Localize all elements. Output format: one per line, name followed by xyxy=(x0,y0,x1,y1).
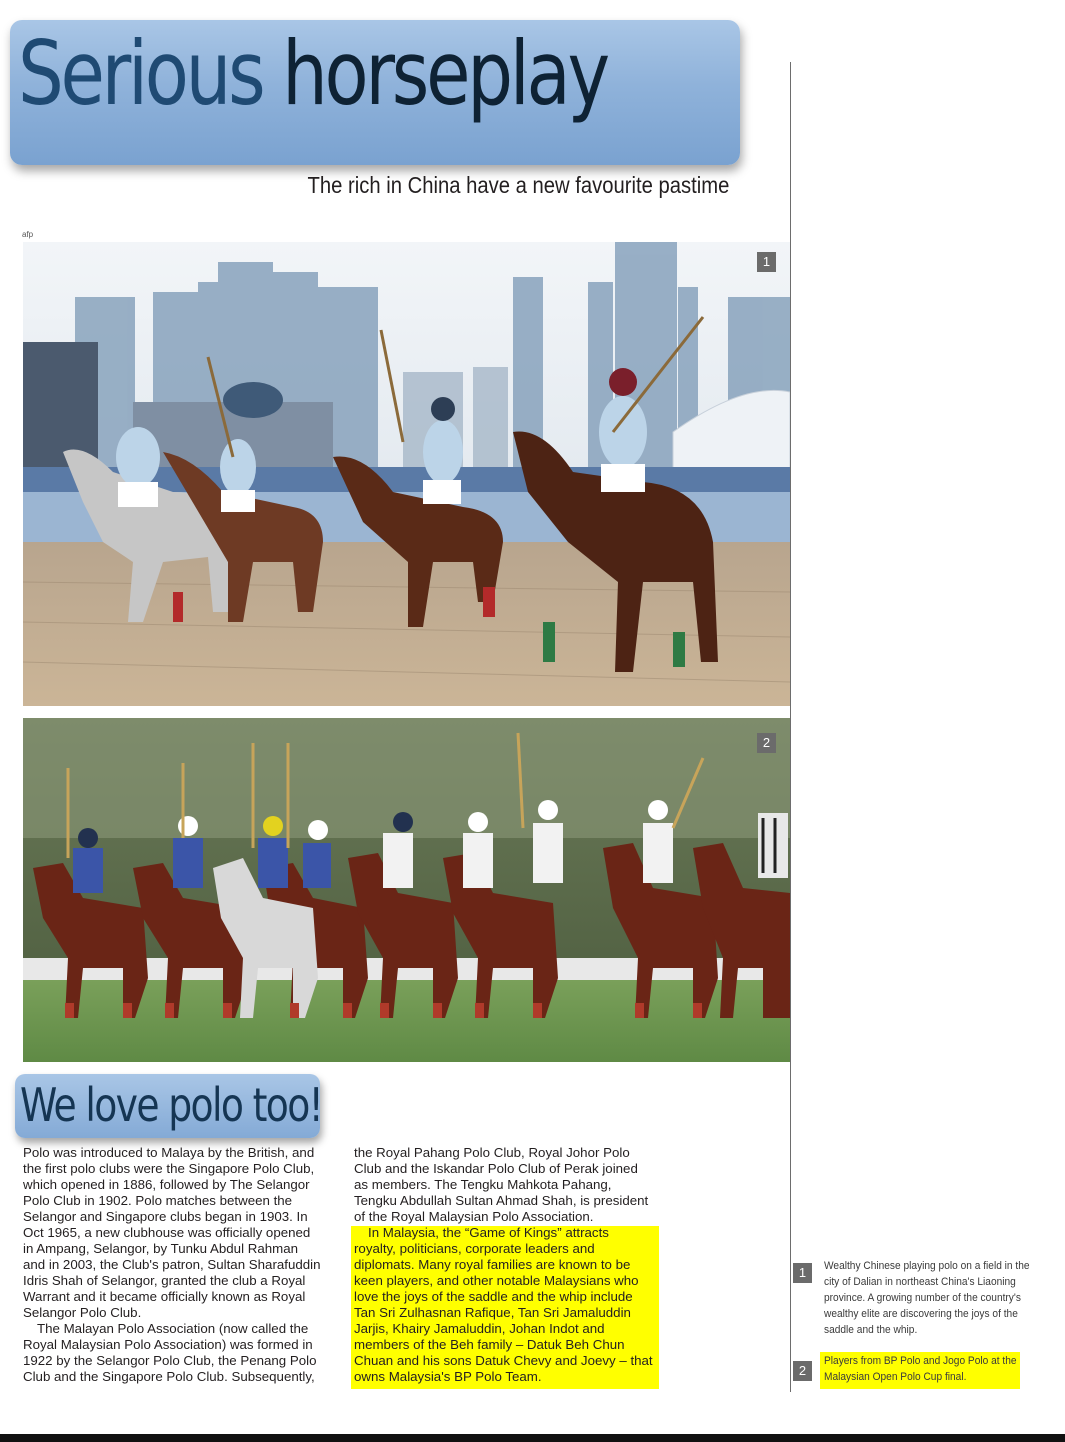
photo-dalian-polo-image xyxy=(23,242,790,706)
photo-malaysian-open-image xyxy=(23,718,790,1062)
caption-number-badge: 1 xyxy=(793,1263,812,1283)
title-light: Serious xyxy=(18,22,283,125)
article-column-1 xyxy=(23,1145,323,1385)
page-title xyxy=(18,22,607,125)
photo-dalian-polo xyxy=(23,242,790,706)
photo-credit: afp xyxy=(22,230,34,239)
photo-number-badge: 2 xyxy=(757,733,776,753)
highlighted-paragraph: In Malaysia, the “Game of Kings” attracts royalty, politicians, corporate leaders and diplomats. Many royal families are known to be keen players, and other notable Malaysians who love the joys of the saddle and the whip include Tan Sri Zulhasnan Rafique, Tan Sri Jamaluddin Jarjis, Khairy Jamaluddin, Johan Indot and members of the Beh family – Datuk Beh Chun Chuan and his sons Datuk Chevy and Joevy – that owns Malaysia's BP Polo Team. xyxy=(354,1225,653,1384)
section-heading: We love polo too! xyxy=(20,1078,323,1132)
photo-malaysian-open xyxy=(23,718,790,1062)
article-paragraph: The Malayan Polo Association (now called the Royal Malaysian Polo Association) was formed in 1922 by the Selangor Polo Club, the Penang Polo Club and the Singapore Polo Club. Subsequently, xyxy=(23,1321,317,1384)
bottom-bar xyxy=(0,1434,1065,1442)
caption-number-badge: 2 xyxy=(793,1361,812,1381)
photo-caption: Wealthy Chinese playing polo on a field in the city of Dalian in northeast China's Liaoning province. A growing number of the country's wealthy elite are discovering the joys of the saddle and the whip. xyxy=(824,1260,1030,1336)
subtitle: The rich in China have a new favourite pastime xyxy=(307,172,729,198)
photo-caption: Players from BP Polo and Jogo Polo at the Malaysian Open Polo Cup final. xyxy=(824,1355,1017,1383)
title-dark: horseplay xyxy=(282,22,607,125)
article-paragraph: the Royal Pahang Polo Club, Royal Johor Polo Club and the Iskandar Polo Club of Perak joined as members. The Tengku Mahkota Pahang, Tengku Abdullah Sultan Ahmad Shah, is president of the Royal Malaysian Polo Association. xyxy=(354,1145,649,1224)
article-paragraph: Polo was introduced to Malaya by the British, and the first polo clubs were the Singapore Polo Club, which opened in 1886, followed by The Selangor Polo Club in 1902. Polo matches between the Selangor and Singapore clubs began in 1903. In Oct 1965, a new clubhouse was officially opened in Ampang, Selangor, by Tunku Abdul Rahman and in 2003, the Club's patron, Sultan Sharafuddin Idris Shah of Selangor, granted the club a Royal Warrant and it became officially known as Royal Selangor Polo Club. xyxy=(23,1145,321,1320)
photo-number-badge: 1 xyxy=(757,252,776,272)
article-column-2 xyxy=(354,1145,654,1385)
column-divider xyxy=(790,62,791,1392)
